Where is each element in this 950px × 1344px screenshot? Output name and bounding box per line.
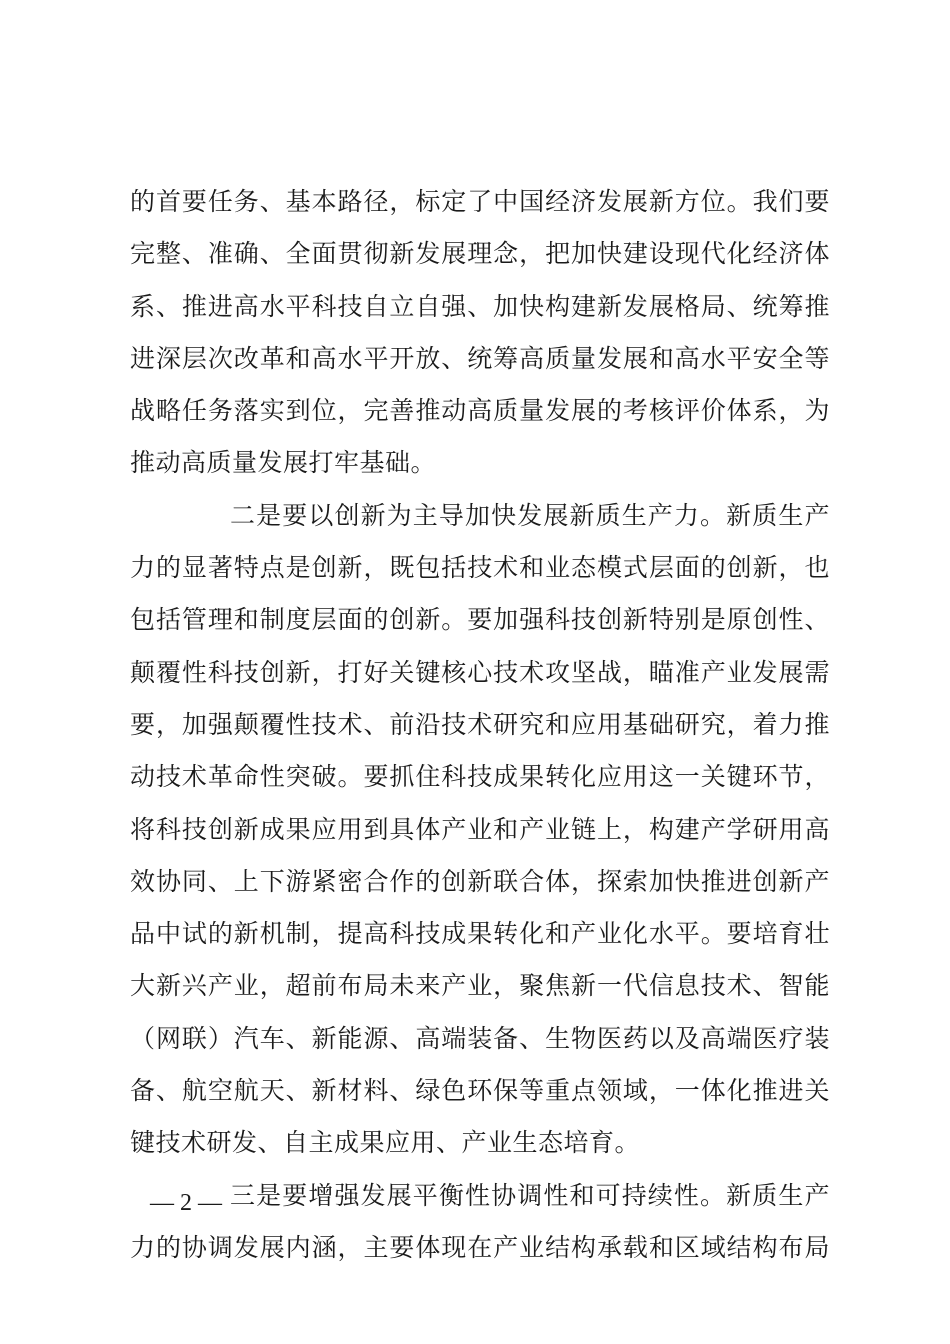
paragraph-heading-line: 三是要增强发展平衡性协调性和可持续性。新质生产 (230, 1180, 830, 1210)
text-line: 将科技创新成果应用到具体产业和产业链上，构建产学研用高 (130, 814, 830, 844)
text-line: 系、推进高水平科技自立自强、加快构建新发展格局、统筹推 (130, 291, 830, 321)
paragraph-heading-line: 二是要以创新为主导加快发展新质生产力。新质生产 (230, 500, 830, 530)
text-line: 进深层次改革和高水平开放、统筹高质量发展和高水平安全等 (130, 343, 830, 373)
text-line: 颠覆性科技创新，打好关键核心技术攻坚战，瞄准产业发展需 (130, 657, 830, 687)
text-line: 备、航空航天、新材料、绿色环保等重点领域，一体化推进关 (130, 1076, 830, 1106)
text-line: 要，加强颠覆性技术、前沿技术研究和应用基础研究，着力推 (130, 709, 830, 739)
text-line: 推动高质量发展打牢基础。 (130, 448, 437, 478)
text-line: 键技术研发、自主成果应用、产业生态培育。 (130, 1128, 641, 1158)
text-line: 大新兴产业，超前布局未来产业，聚焦新一代信息技术、智能 (130, 971, 830, 1001)
text-line: 动技术革命性突破。要抓住科技成果转化应用这一关键环节， (130, 762, 830, 792)
text-line: 的首要任务、基本路径，标定了中国经济发展新方位。我们要 (130, 187, 830, 216)
text-line: 效协同、上下游紧密合作的创新联合体，探索加快推进创新产 (130, 866, 830, 896)
text-line: 战略任务落实到位，完善推动高质量发展的考核评价体系，为 (130, 396, 830, 426)
text-line: 力的协调发展内涵，主要体现在产业结构承载和区域结构布局 (130, 1232, 830, 1262)
text-line: 完整、准确、全面贯彻新发展理念，把加快建设现代化经济体 (130, 239, 830, 269)
text-line: 力的显著特点是创新，既包括技术和业态模式层面的创新，也 (130, 553, 830, 583)
text-line: 品中试的新机制，提高科技成果转化和产业化水平。要培育壮 (130, 919, 830, 949)
text-line: 包括管理和制度层面的创新。要加强科技创新特别是原创性、 (130, 605, 830, 635)
body-text (130, 176, 830, 1274)
page-number: — 2 — (150, 1190, 222, 1216)
text-line: （网联）汽车、新能源、高端装备、生物医药以及高端医疗装 (130, 1023, 830, 1053)
